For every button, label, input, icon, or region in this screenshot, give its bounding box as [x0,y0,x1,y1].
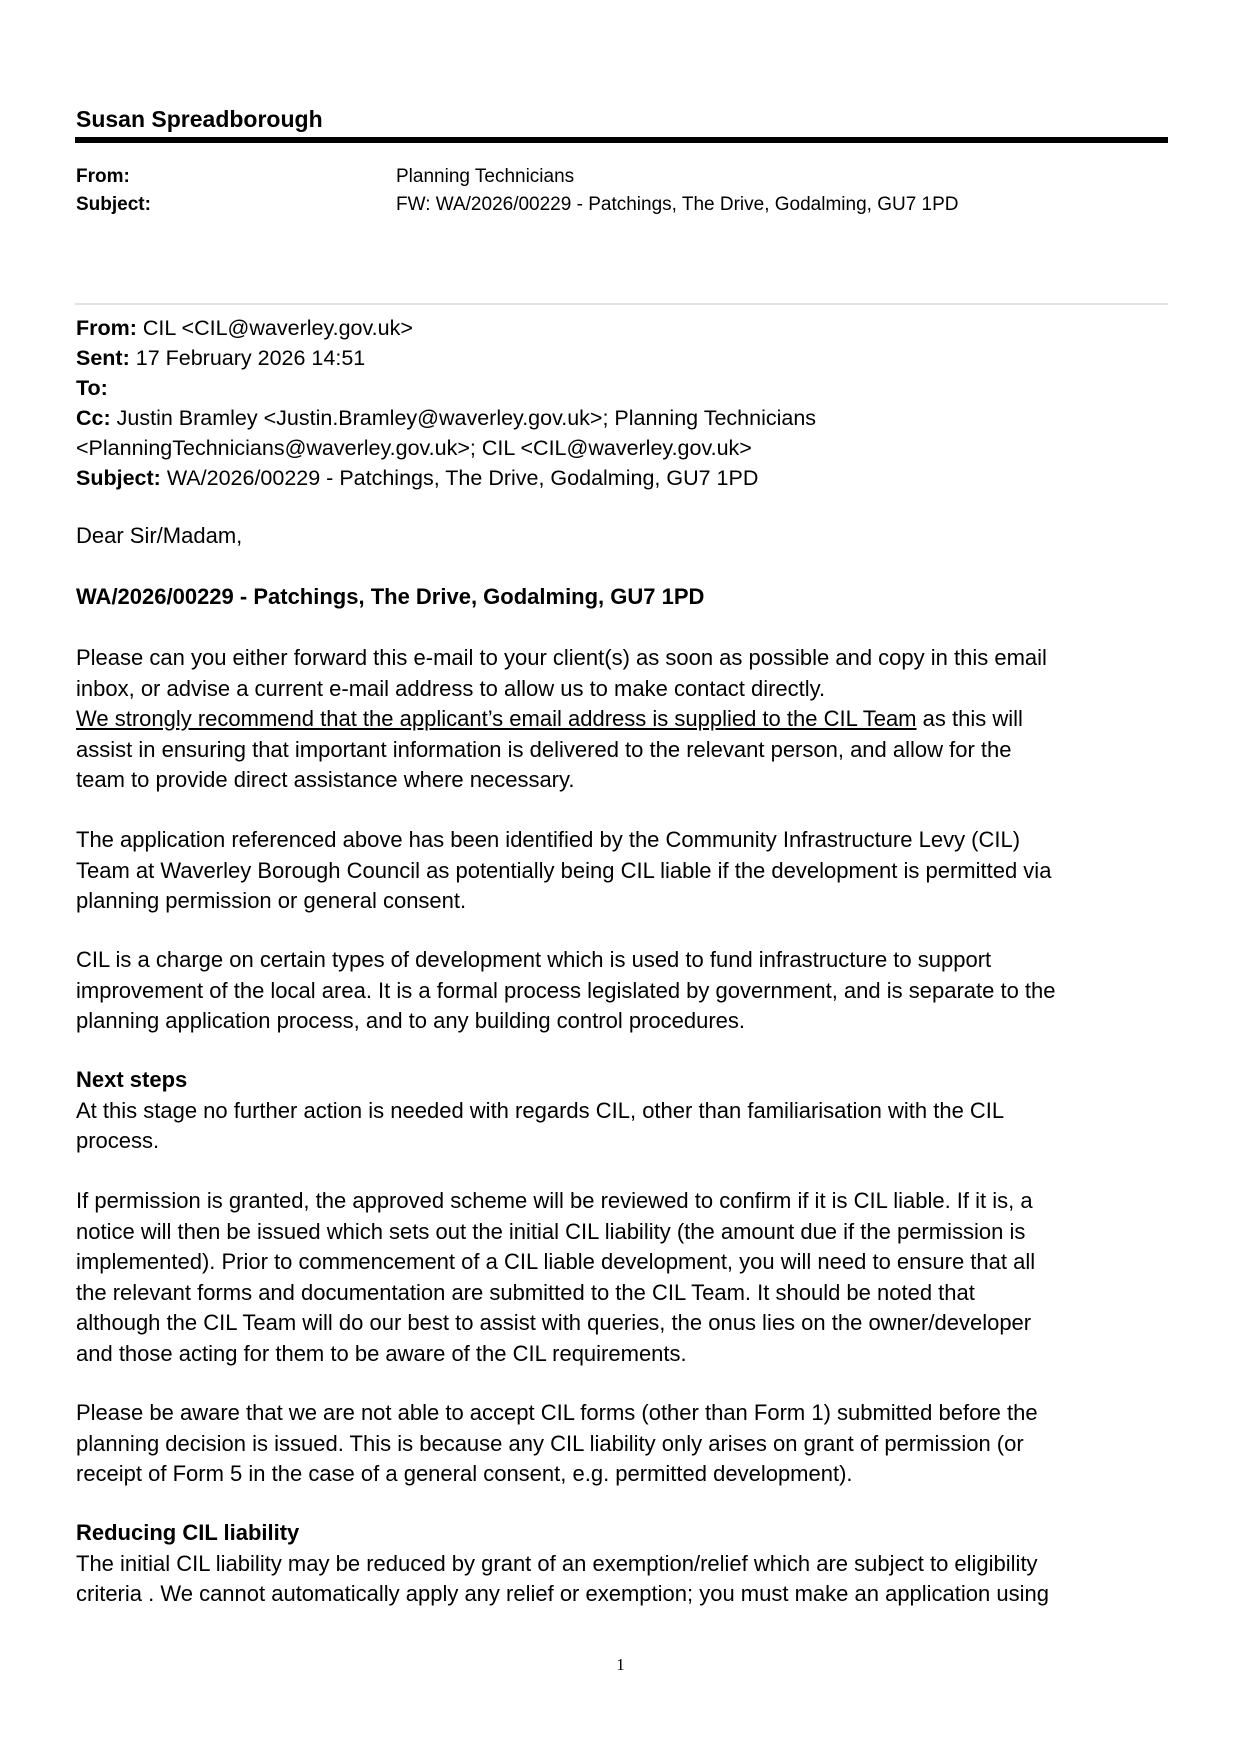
fwd-cc-label: Cc: [76,406,111,430]
fwd-from-label: From: [76,316,137,340]
greeting-text: Dear Sir/Madam, [76,523,243,548]
p3-line-3: planning application process, and to any building control procedures. [76,1008,745,1033]
p1-line-1: Please can you either forward this e-mail to your client(s) as soon as possible and copy in this email [76,645,1047,670]
p2-line-2: Team at Waverley Borough Council as potentially being CIL liable if the development is permitted via [76,857,1052,883]
p7-line-1: The initial CIL liability may be reduced by grant of an exemption/relief which are subject to eligibility [76,1550,1038,1576]
p5-line-6: and those acting for them to be aware of the CIL requirements. [76,1340,687,1366]
paragraph-forward-request [76,643,1186,796]
p6-line-3: receipt of Form 5 in the case of a general consent, e.g. permitted development). [76,1461,853,1486]
fwd-sent-value: 17 February 2026 14:51 [135,346,366,370]
p1-line-5: team to provide direct assistance where necessary. [76,767,575,792]
p4-line-2: process. [76,1128,160,1153]
p4-line-1: At this stage no further action is needed with regards CIL, other than familiarisation with the CIL [76,1097,1005,1123]
p3-line-2: improvement of the local area. It is a formal process legislated by government, and is separate to the [76,977,1056,1003]
greeting [76,521,1186,552]
p5-line-1: If permission is granted, the approved scheme will be reviewed to confirm if it is CIL liable. If it is, a [76,1188,1033,1213]
p7-line-2: criteria . We cannot automatically apply any relief or exemption; you must make an application using [76,1581,1049,1606]
fwd-cc-line [76,403,1176,433]
p5-line-4: the relevant forms and documentation are submitted to the CIL Team. It should be noted that [76,1279,975,1305]
p2-line-3: planning permission or general consent. [76,888,467,913]
header-divider [75,137,1168,143]
forwarded-header [76,313,1176,493]
next-steps-heading: Next steps [76,1067,188,1092]
fwd-subject-line [76,463,1176,493]
next-steps-section [76,1065,1186,1157]
fwd-subject-label: Subject: [76,466,161,490]
p1-line-2: inbox, or advise a current e-mail address to allow us to make contact directly. [76,675,826,701]
p1-line-3-rest: as this will [916,706,1023,731]
p5-line-5: although the CIL Team will do our best to assist with queries, the onus lies on the owner/developer [76,1310,1032,1335]
reference-heading-text: WA/2026/00229 - Patchings, The Drive, Godalming, GU7 1PD [76,584,705,609]
mailbox-owner-name: Susan Spreadborough [76,106,323,132]
header-subject-value: FW: WA/2026/00229 - Patchings, The Drive, Godalming, GU7 1PD [396,194,959,215]
fwd-subject-value: WA/2026/00229 - Patchings, The Drive, Godalming, GU7 1PD [166,466,759,490]
p3-line-1: CIL is a charge on certain types of development which is used to fund infrastructure to support [76,947,992,972]
fwd-cc-line-2 [76,433,1176,463]
paragraph-forms-notice [76,1398,1186,1490]
header-subject-label: Subject: [76,194,151,215]
fwd-from-line [76,313,1176,343]
forward-divider [75,303,1168,305]
p5-line-2: notice will then be issued which sets out the initial CIL liability (the amount due if the permission is [76,1218,1026,1244]
header-from-label: From: [76,166,130,187]
paragraph-cil-definition [76,945,1186,1037]
reducing-heading: Reducing CIL liability [76,1520,300,1545]
reference-heading [76,582,1186,613]
page-number: 1 [616,1655,625,1674]
p5-line-3: implemented). Prior to commencement of a CIL liable development, you will need to ensure that all [76,1249,1036,1274]
fwd-to-label: To: [76,376,108,400]
p1-line-4: assist in ensuring that important information is delivered to the relevant person, and allow for the [76,736,1012,762]
p2-line-1: The application referenced above has been identified by the Community Infrastructure Levy (CIL) [76,827,1021,852]
fwd-sent-label: Sent: [76,346,130,370]
fwd-cc-value-2: <PlanningTechnicians@waverley.gov.uk>; CIL <CIL@waverley.gov.uk> [76,436,752,460]
p6-line-1: Please be aware that we are not able to accept CIL forms (other than Form 1) submitted before the [76,1400,1038,1425]
fwd-from-value: CIL <CIL@waverley.gov.uk> [142,316,413,340]
p6-line-2: planning decision is issued. This is because any CIL liability only arises on grant of permission (or [76,1430,1024,1456]
fwd-to-line [76,373,1176,403]
recommendation-underlined: We strongly recommend that the applicant’s email address is supplied to the CIL Team [76,706,917,731]
reducing-liability-section [76,1518,1186,1610]
paragraph-identified [76,825,1186,917]
p1-line-3 [76,704,1186,735]
paragraph-permission-granted [76,1186,1186,1369]
fwd-cc-value-1: Justin Bramley <Justin.Bramley@waverley.gov.uk>; Planning Technicians [116,406,817,430]
fwd-sent-line [76,343,1176,373]
header-from-value: Planning Technicians [396,166,575,187]
